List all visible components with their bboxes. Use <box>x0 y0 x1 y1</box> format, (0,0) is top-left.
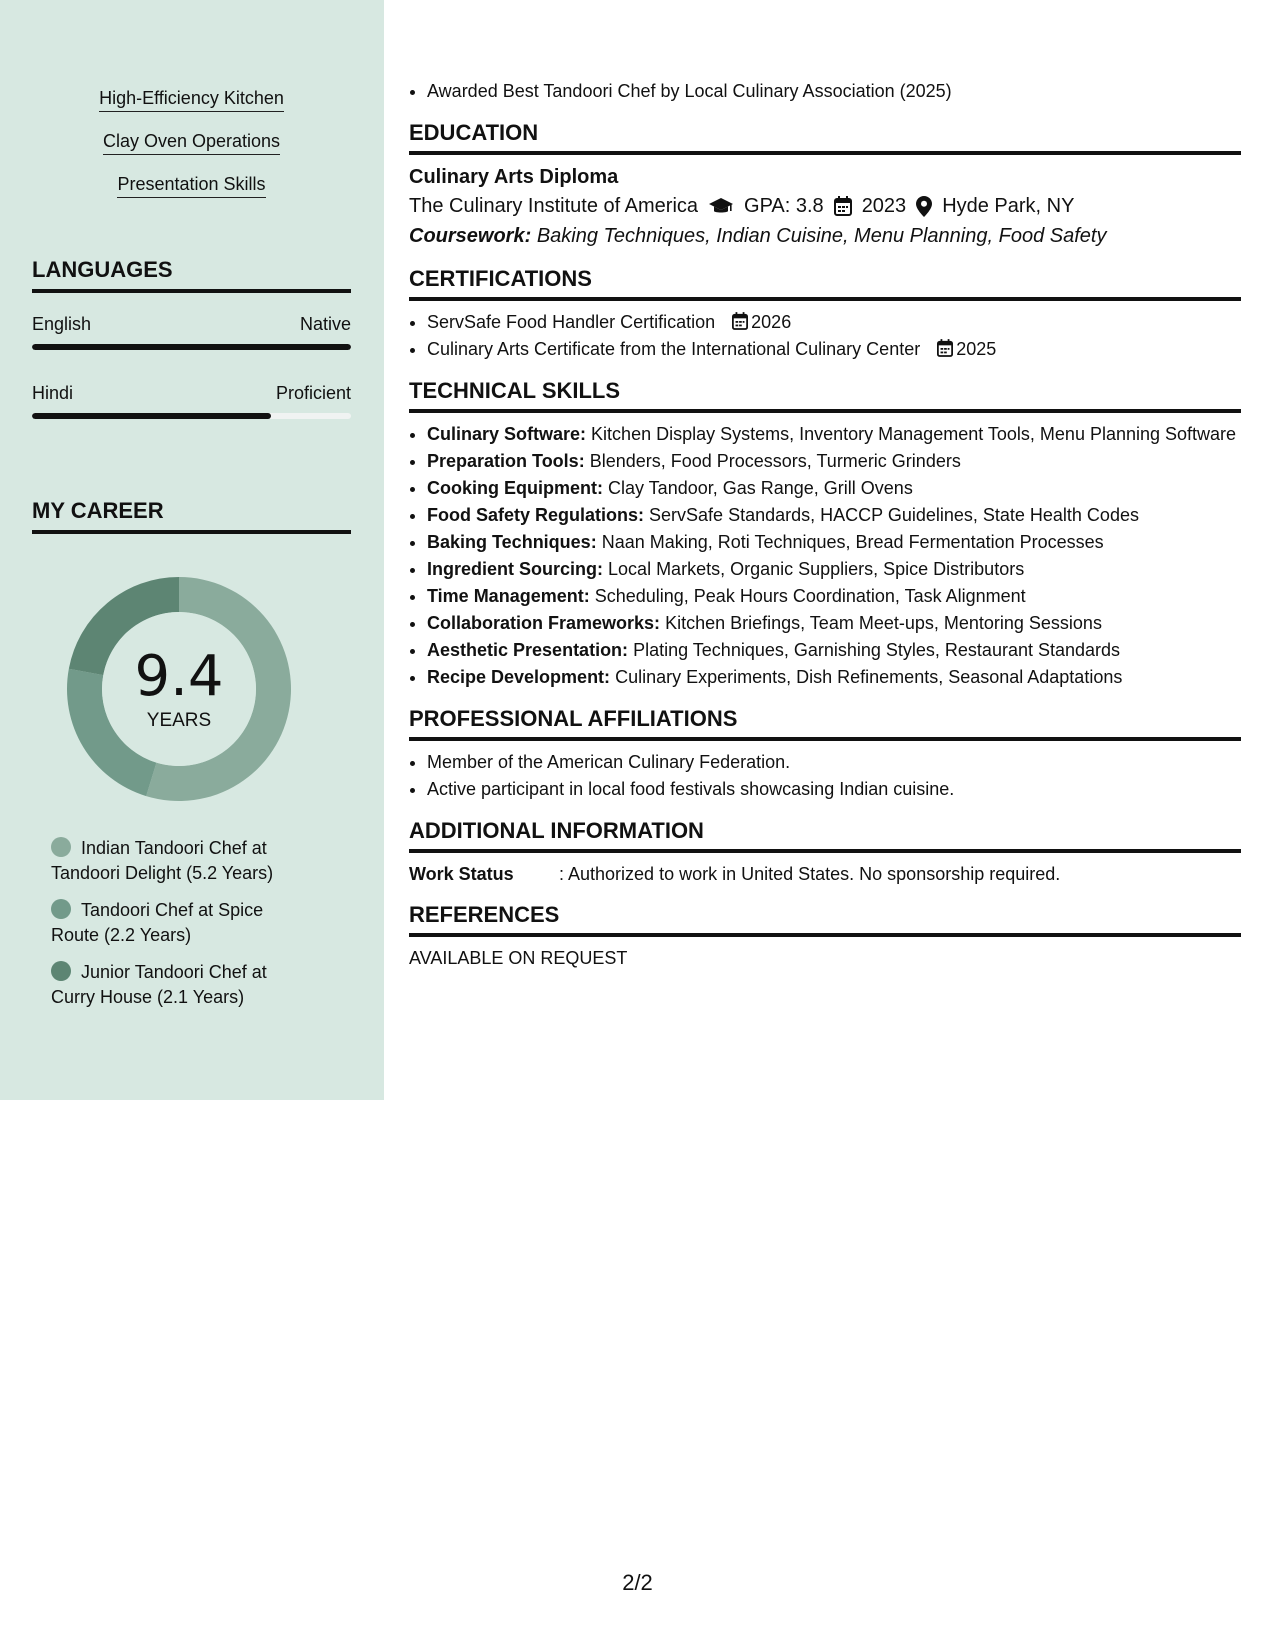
technical-skill-item <box>427 583 1241 610</box>
career-legend-label: Junior Tandoori Chef at Curry House (2.1 Years) <box>51 962 267 1007</box>
career-legend-item <box>51 836 311 886</box>
skill-label: Preparation Tools: <box>427 451 585 471</box>
coursework-text: Baking Techniques, Indian Cuisine, Menu Planning, Food Safety <box>536 225 1107 247</box>
graduation-cap-icon <box>708 196 734 216</box>
certification-year: 2026 <box>751 312 792 332</box>
legend-dot-icon <box>51 837 71 857</box>
legend-dot-icon <box>51 961 71 981</box>
education-details <box>409 191 1241 221</box>
language-row <box>32 314 351 335</box>
career-legend <box>51 836 311 1022</box>
calendar-icon <box>937 339 953 357</box>
career-legend-item <box>51 960 311 1010</box>
skill-text: Kitchen Briefings, Team Meet-ups, Mentoring Sessions <box>665 613 1102 633</box>
career-legend-label: Tandoori Chef at Spice Route (2.2 Years) <box>51 900 264 945</box>
technical-skill-item <box>427 421 1241 448</box>
language-name: English <box>32 314 92 334</box>
skill-text: Kitchen Display Systems, Inventory Management Tools, Menu Planning Software <box>591 424 1237 444</box>
calendar-icon <box>732 312 748 330</box>
skill-text: Scheduling, Peak Hours Coordination, Task Alignment <box>594 586 1026 606</box>
education-location: Hyde Park, NY <box>942 195 1075 217</box>
skill-label: Ingredient Sourcing: <box>427 559 604 579</box>
career-total-unit: YEARS <box>146 710 212 731</box>
affiliation-item: • Member of the American Culinary Federation. <box>427 749 1241 776</box>
references-text: AVAILABLE ON REQUEST <box>409 948 628 968</box>
technical-skill-item <box>427 664 1241 691</box>
technical-skills-list <box>409 421 1241 691</box>
career-heading: MY CAREER <box>32 497 351 534</box>
legend-dot-icon <box>51 899 71 919</box>
language-bar <box>32 344 351 350</box>
certification-list <box>409 309 1241 363</box>
skill-text: Blenders, Food Processors, Turmeric Grinders <box>589 451 961 471</box>
calendar-icon <box>834 196 852 216</box>
skill-label: Baking Techniques: <box>427 532 597 552</box>
certification-item <box>427 336 1241 363</box>
language-row <box>32 383 351 404</box>
skill-label: Food Safety Regulations: <box>427 505 645 525</box>
technical-skill-item <box>427 556 1241 583</box>
references-heading: REFERENCES <box>409 901 1241 937</box>
skill-text: Naan Making, Roti Techniques, Bread Fermentation Processes <box>601 532 1104 552</box>
certification-item <box>427 309 1241 336</box>
certification-year: 2025 <box>956 339 997 359</box>
skill-text: Local Markets, Organic Suppliers, Spice Distributors <box>608 559 1025 579</box>
affiliations-heading: PROFESSIONAL AFFILIATIONS <box>409 705 1241 741</box>
skill-text: Culinary Experiments, Dish Refinements, Seasonal Adaptations <box>615 667 1123 687</box>
main-content <box>409 78 1241 971</box>
technical-skill-item <box>427 610 1241 637</box>
work-status-value: : Authorized to work in United States. No sponsorship required. <box>559 864 1061 884</box>
technical-skill-item <box>427 502 1241 529</box>
language-level: Native <box>299 314 351 334</box>
language-bar-fill <box>32 344 351 350</box>
award-list <box>409 78 1241 105</box>
skill-tags <box>32 86 351 215</box>
skill-label: Cooking Equipment: <box>427 478 603 498</box>
skill-label: Culinary Software: <box>427 424 587 444</box>
technical-skill-item <box>427 637 1241 664</box>
language-bar <box>32 413 351 419</box>
affiliations-list <box>409 749 1241 803</box>
technical-skill-item <box>427 529 1241 556</box>
certifications-heading: CERTIFICATIONS <box>409 265 1241 301</box>
language-name: Hindi <box>32 383 74 403</box>
career-legend-label: Indian Tandoori Chef at Tandoori Delight (5.2 Years) <box>51 838 274 883</box>
education-heading: EDUCATION <box>409 119 1241 155</box>
skill-tag: Clay Oven Operations <box>103 129 280 155</box>
language-bar-fill <box>32 413 271 419</box>
affiliation-item: • Active participant in local food festivals showcasing Indian cuisine. <box>427 776 1241 803</box>
education-school: The Culinary Institute of America <box>409 195 699 217</box>
work-status-label: Work Status <box>409 864 514 884</box>
skill-label: Recipe Development: <box>427 667 611 687</box>
skill-tag: High-Efficiency Kitchen <box>99 86 284 112</box>
skill-label: Aesthetic Presentation: <box>427 640 629 660</box>
additional-info-heading: ADDITIONAL INFORMATION <box>409 817 1241 853</box>
education-gpa: GPA: 3.8 <box>744 195 824 217</box>
skill-text: Plating Techniques, Garnishing Styles, Restaurant Standards <box>633 640 1121 660</box>
certification-name: ServSafe Food Handler Certification <box>427 312 716 332</box>
sidebar <box>0 0 384 1100</box>
skill-text: ServSafe Standards, HACCP Guidelines, State Health Codes <box>649 505 1139 525</box>
career-total-years: 9.4 <box>134 644 224 709</box>
education-year: 2023 <box>861 195 907 217</box>
skill-tag: Presentation Skills <box>117 172 265 198</box>
language-level: Proficient <box>275 383 351 403</box>
location-pin-icon <box>916 196 932 217</box>
education-coursework <box>409 221 1241 251</box>
skill-label: Collaboration Frameworks: <box>427 613 661 633</box>
career-legend-item <box>51 898 311 948</box>
coursework-label: Coursework: <box>409 225 532 247</box>
page-number: 2/2 <box>622 1570 653 1595</box>
skill-label: Time Management: <box>427 586 590 606</box>
award-item: • Awarded Best Tandoori Chef by Local Culinary Association (2025) <box>427 78 1241 105</box>
languages-heading: LANGUAGES <box>32 256 351 293</box>
technical-skills-heading: TECHNICAL SKILLS <box>409 377 1241 413</box>
technical-skill-item <box>427 475 1241 502</box>
work-status <box>409 861 1241 887</box>
technical-skill-item <box>427 448 1241 475</box>
skill-text: Clay Tandoor, Gas Range, Grill Ovens <box>608 478 913 498</box>
education-degree: Culinary Arts Diploma <box>409 166 619 188</box>
certification-name: Culinary Arts Certificate from the International Culinary Center <box>427 339 921 359</box>
